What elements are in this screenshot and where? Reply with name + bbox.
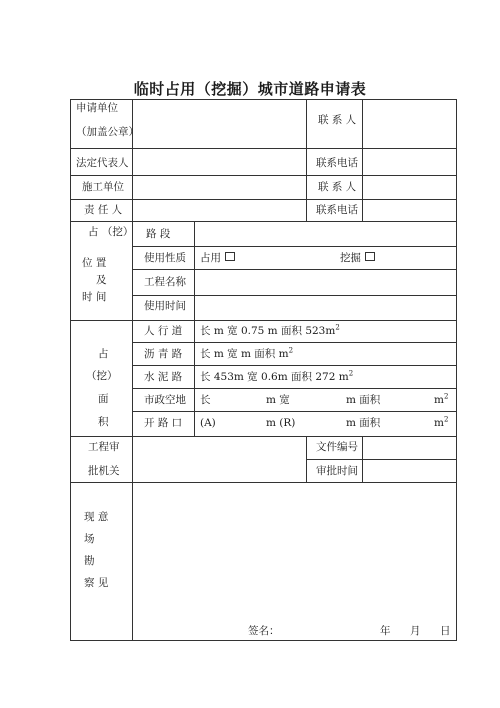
responsible-person-label: 责 任 人 xyxy=(84,204,123,216)
signature-label: 签名： xyxy=(248,625,280,637)
location-label: 占 （挖） xyxy=(88,226,134,238)
occupy-option[interactable]: 占用 xyxy=(200,252,235,264)
row-divider xyxy=(70,175,457,176)
opening-r: m (R) xyxy=(266,417,296,429)
row-divider xyxy=(306,459,457,460)
approval-authority-label: 批机关 xyxy=(88,465,120,477)
column-divider xyxy=(306,436,307,482)
project-name-label: 工程名称 xyxy=(144,276,186,288)
date-day: 日 xyxy=(440,625,451,637)
survey-opinion-label: 场 xyxy=(84,533,95,545)
survey-opinion-label: 勘 xyxy=(84,555,95,567)
construction-unit-label: 施工单位 xyxy=(82,181,124,193)
area-label: （挖） xyxy=(86,370,118,382)
opening-unit: $m^2$ xyxy=(434,415,449,429)
border-left xyxy=(70,99,71,641)
doc-number-label: 文件编号 xyxy=(316,441,358,453)
row-divider xyxy=(132,365,457,366)
border-right xyxy=(456,99,457,641)
legal-rep-label: 法定代表人 xyxy=(76,157,129,169)
area-label: 占 xyxy=(98,348,109,360)
column-divider xyxy=(362,436,363,482)
row-divider xyxy=(70,436,457,437)
column-divider xyxy=(306,99,307,221)
date-year: 年 xyxy=(380,625,391,637)
approval-time-label: 审批时间 xyxy=(316,465,358,477)
contact-phone-label: 联系电话 xyxy=(316,204,358,216)
border-top xyxy=(70,99,457,100)
contact-label: 联 系 人 xyxy=(318,114,357,126)
municipal-land-label: 市政空地 xyxy=(144,394,186,406)
area-label: 积 xyxy=(98,416,109,428)
border-bottom xyxy=(70,640,457,641)
contact-label: 联 系 人 xyxy=(318,181,357,193)
row-divider xyxy=(132,342,457,343)
seal-note: （加盖公章） xyxy=(76,126,139,138)
applicant-label: 申请单位 xyxy=(76,102,118,114)
opening-area: m 面积 xyxy=(346,417,381,429)
column-divider xyxy=(194,221,195,436)
asphalt-dimensions: 长 m 宽 m 面积 $m^2$ xyxy=(200,346,294,360)
concrete-dimensions: 长 453m 宽 0.6m 面积 272 $m^2$ xyxy=(200,369,354,383)
contact-phone-label: 联系电话 xyxy=(316,157,358,169)
use-time-label: 使用时间 xyxy=(144,300,186,312)
row-divider xyxy=(132,295,457,296)
row-divider xyxy=(132,411,457,412)
survey-opinion-label: 察 见 xyxy=(84,577,109,589)
location-label: 位 置 xyxy=(82,257,107,269)
row-divider xyxy=(132,246,457,247)
opening-a: (A) xyxy=(200,417,216,429)
column-divider xyxy=(132,99,133,641)
dig-option[interactable]: 挖掘 xyxy=(340,252,375,264)
location-label: 时 间 xyxy=(82,291,107,303)
occupy-checkbox[interactable] xyxy=(225,252,235,261)
location-label: 及 xyxy=(96,274,107,286)
row-divider xyxy=(70,482,457,483)
municipal-length: 长 xyxy=(200,394,211,406)
row-divider xyxy=(70,221,457,222)
use-type-label: 使用性质 xyxy=(144,252,186,264)
survey-opinion-label: 现 意 xyxy=(84,511,109,523)
municipal-unit: $m^2$ xyxy=(434,392,449,406)
column-divider xyxy=(362,99,363,221)
row-divider xyxy=(70,148,457,149)
row-divider xyxy=(70,199,457,200)
area-label: 面 xyxy=(98,393,109,405)
application-form-table xyxy=(70,99,457,641)
approval-authority-label: 工程审 xyxy=(88,441,120,453)
road-section-label: 路 段 xyxy=(146,228,171,240)
row-divider xyxy=(132,388,457,389)
municipal-area: m 面积 xyxy=(346,394,381,406)
dig-checkbox[interactable] xyxy=(365,252,375,261)
sidewalk-dimensions: 长 m 宽 0.75 m 面积 $523m^2$ xyxy=(200,323,340,337)
asphalt-label: 沥 青 路 xyxy=(144,348,183,360)
opening-label: 开 路 口 xyxy=(144,417,183,429)
row-divider xyxy=(70,320,457,321)
municipal-width: m 宽 xyxy=(266,394,290,406)
date-month: 月 xyxy=(410,625,421,637)
row-divider xyxy=(132,269,457,270)
concrete-label: 水 泥 路 xyxy=(144,371,183,383)
form-title: 临时占用（挖掘）城市道路申请表 xyxy=(133,80,367,98)
sidewalk-label: 人 行 道 xyxy=(144,325,183,337)
